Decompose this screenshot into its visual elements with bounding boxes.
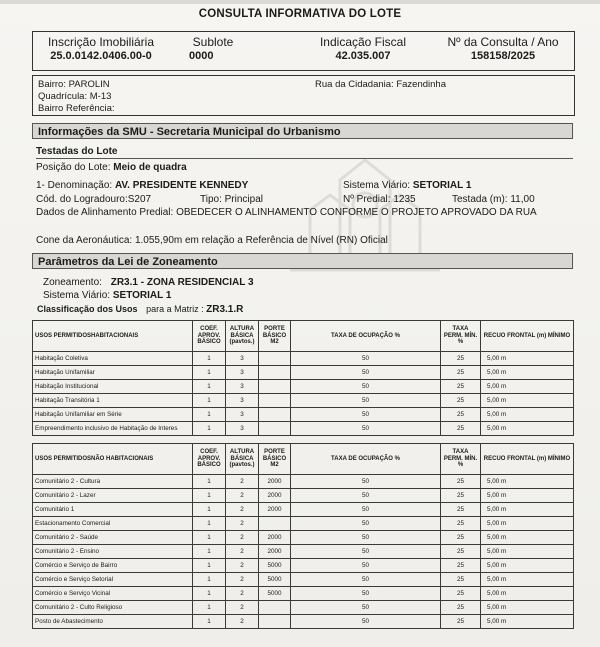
table-cell: 25	[441, 394, 481, 408]
table-cell	[259, 352, 291, 366]
sistema-viario-value: SETORIAL 1	[412, 180, 472, 191]
table-cell: 2000	[259, 475, 291, 489]
table-cell: 25	[441, 380, 481, 394]
table-row	[33, 615, 574, 629]
table-cell: 50	[291, 545, 441, 559]
table-row	[33, 352, 574, 366]
table-cell: 2000	[259, 545, 291, 559]
table-cell: 5,00 m	[481, 475, 574, 489]
column-header: USOS PERMITIDOSNÃO HABITACIONAIS	[33, 444, 193, 475]
column-header: PORTE BÁSICO M2	[259, 321, 291, 352]
table-cell	[259, 394, 291, 408]
posicao-label: Posição do Lote:	[36, 162, 111, 173]
zoneamento-label: Zoneamento:	[43, 277, 102, 288]
table-cell: Comunitário 2 - Culto Religioso	[33, 601, 193, 615]
table-cell: 5000	[259, 587, 291, 601]
table-cell: Comércio e Serviço de Bairro	[33, 559, 193, 573]
table-cell: Posto de Abastecimento	[33, 615, 193, 629]
testadas-title: Testadas do Lote	[36, 146, 118, 157]
table-row	[33, 545, 574, 559]
table-cell: 1	[193, 489, 226, 503]
classificacao-label: Classificação dos Usos	[37, 304, 138, 314]
table-cell: 3	[226, 422, 259, 436]
table-cell: 25	[441, 489, 481, 503]
table-header-row	[33, 444, 574, 475]
table-cell: 3	[226, 352, 259, 366]
column-header: COEF. APROV. BÁSICO	[193, 444, 226, 475]
table-cell	[259, 380, 291, 394]
table-cell: 2	[226, 587, 259, 601]
inscricao-field	[41, 35, 161, 63]
table-cell: 50	[291, 517, 441, 531]
table-cell: 5,00 m	[481, 380, 574, 394]
table-cell: 3	[226, 394, 259, 408]
table-cell: Habitação Unifamiliar em Série	[33, 408, 193, 422]
column-header: ALTURA BÁSICA (pavtos.)	[226, 444, 259, 475]
alinhamento-predial: Dados de Alinhamento Predial: OBEDECER O ALINHAMENTO CONFORME O PROJETO APROVADO DA RUA	[36, 207, 537, 218]
table-cell: 5,00 m	[481, 573, 574, 587]
table-cell	[259, 366, 291, 380]
table-cell: 1	[193, 503, 226, 517]
sublote-field	[183, 35, 243, 63]
table-cell: 2	[226, 573, 259, 587]
table-cell	[259, 601, 291, 615]
table-cell: 5,00 m	[481, 503, 574, 517]
table-cell: 25	[441, 422, 481, 436]
table-cell: 2	[226, 601, 259, 615]
table-row	[33, 394, 574, 408]
table-cell: 3	[226, 380, 259, 394]
table-cell: 2	[226, 559, 259, 573]
table-cell: Comunitário 2 - Cultura	[33, 475, 193, 489]
table-cell: 5,00 m	[481, 601, 574, 615]
indicacao-field	[308, 35, 418, 63]
table-cell: 5,00 m	[481, 545, 574, 559]
table-cell: 5,00 m	[481, 517, 574, 531]
table-cell: Empreendimento inclusivo de Habitação de Interes	[33, 422, 193, 436]
table-cell: 1	[193, 615, 226, 629]
table-cell: 1	[193, 517, 226, 531]
table-cell: Comunitário 2 - Ensino	[33, 545, 193, 559]
table-cell: 1	[193, 475, 226, 489]
table-cell: 25	[441, 587, 481, 601]
table-cell: Comércio e Serviço Vicinal	[33, 587, 193, 601]
table-cell: 3	[226, 366, 259, 380]
table-cell: 2	[226, 531, 259, 545]
table-cell: 1	[193, 352, 226, 366]
table-row	[33, 531, 574, 545]
table-cell: 5,00 m	[481, 587, 574, 601]
table-cell: 2000	[259, 503, 291, 517]
table-cell: 25	[441, 475, 481, 489]
table-cell: 1	[193, 394, 226, 408]
table-cell: 5000	[259, 573, 291, 587]
table-cell: Habitação Unifamiliar	[33, 366, 193, 380]
bairro-referencia-text: Bairro Referência:	[38, 103, 115, 114]
table-cell: Habitação Institucional	[33, 380, 193, 394]
column-header: PORTE BÁSICO M2	[259, 444, 291, 475]
tipo-logradouro: Tipo: Principal	[200, 194, 263, 205]
column-header: USOS PERMITIDOSHABITACIONAIS	[33, 321, 193, 352]
column-header: TAXA DE OCUPAÇÃO %	[291, 444, 441, 475]
table-cell: 25	[441, 601, 481, 615]
table-cell: 50	[291, 531, 441, 545]
table-cell: 2	[226, 615, 259, 629]
table-cell: 50	[291, 559, 441, 573]
table-cell: 50	[291, 489, 441, 503]
table-cell: Comunitário 1	[33, 503, 193, 517]
table-cell: 25	[441, 503, 481, 517]
table-cell: 1	[193, 601, 226, 615]
table-cell: 25	[441, 408, 481, 422]
indicacao-label: Indicação Fiscal	[319, 35, 407, 49]
smu-section-header: Informações da SMU - Secretaria Municipal do Urbanismo	[32, 123, 573, 139]
table-cell: 50	[291, 380, 441, 394]
indicacao-value: 42.035.007	[335, 50, 391, 62]
page-title: CONSULTA INFORMATIVA DO LOTE	[198, 8, 402, 20]
posicao-lote	[36, 162, 187, 173]
table-cell: 2	[226, 517, 259, 531]
column-header: TAXA DE OCUPAÇÃO %	[291, 321, 441, 352]
table-cell: 2	[226, 489, 259, 503]
table-cell: 2	[226, 475, 259, 489]
table-row	[33, 422, 574, 436]
table-cell: Comunitário 2 - Saúde	[33, 531, 193, 545]
usos-nao-habitacionais-table	[32, 443, 574, 629]
table-cell: 5,00 m	[481, 394, 574, 408]
usos-habitacionais-table	[32, 320, 574, 436]
column-header: TAXA PERM. MÍN. %	[441, 321, 481, 352]
table-cell: 2000	[259, 531, 291, 545]
table-row	[33, 475, 574, 489]
table-cell: 2	[226, 503, 259, 517]
posicao-value: Meio de quadra	[113, 162, 187, 173]
testadas-divider	[36, 158, 573, 159]
rua-cidadania-text: Rua da Cidadania: Fazendinha	[315, 79, 446, 90]
consulta-value: 158158/2025	[470, 50, 536, 62]
bairro-text: Bairro: PAROLIN	[38, 79, 110, 90]
zoneamento-line	[43, 277, 254, 288]
table-row	[33, 489, 574, 503]
table-cell: Habitação Coletiva	[33, 352, 193, 366]
zoneamento-sistema-viario	[43, 290, 171, 301]
denominacao-label: 1- Denominação:	[36, 180, 113, 191]
sublote-value: 0000	[189, 50, 214, 62]
table-row	[33, 380, 574, 394]
table-cell: 50	[291, 615, 441, 629]
table-cell: 5,00 m	[481, 531, 574, 545]
table-cell: 5,00 m	[481, 366, 574, 380]
table-row	[33, 559, 574, 573]
consulta-field	[438, 35, 568, 63]
table-cell: 25	[441, 366, 481, 380]
table-row	[33, 366, 574, 380]
table-cell	[259, 408, 291, 422]
table-cell: 25	[441, 559, 481, 573]
table-cell: 50	[291, 408, 441, 422]
cod-logradouro: Cód. do Logradouro:S207	[36, 194, 152, 205]
testada-metros: Testada (m): 11,00	[452, 194, 535, 205]
table-row	[33, 408, 574, 422]
table-cell: 5,00 m	[481, 422, 574, 436]
column-header: COEF. APROV. BÁSICO	[193, 321, 226, 352]
numero-predial: Nº Predial: 1235	[343, 194, 416, 205]
table-cell: 50	[291, 601, 441, 615]
column-header: RECUO FRONTAL (m) MÍNIMO	[481, 321, 574, 352]
denominacao-value: AV. PRESIDENTE KENNEDY	[114, 180, 249, 191]
table-cell: 25	[441, 615, 481, 629]
table-cell: Comunitário 2 - Lazer	[33, 489, 193, 503]
table-cell: 25	[441, 545, 481, 559]
table-cell: 5,00 m	[481, 352, 574, 366]
table-header-row	[33, 321, 574, 352]
table-cell: 50	[291, 422, 441, 436]
table-cell: 1	[193, 422, 226, 436]
address-box	[32, 75, 575, 116]
table-cell: 25	[441, 517, 481, 531]
table-cell: 1	[193, 531, 226, 545]
table-cell: 5,00 m	[481, 615, 574, 629]
table-cell: 2	[226, 545, 259, 559]
table-cell: 50	[291, 503, 441, 517]
table-cell: 50	[291, 475, 441, 489]
column-header: ALTURA BÁSICA (pavtos.)	[226, 321, 259, 352]
table-cell: 3	[226, 408, 259, 422]
table-cell: 1	[193, 587, 226, 601]
consulta-label: Nº da Consulta / Ano	[447, 35, 559, 49]
table-cell: Comércio e Serviço Setorial	[33, 573, 193, 587]
table-cell: 1	[193, 366, 226, 380]
table-cell: 5,00 m	[481, 489, 574, 503]
table-cell: 1	[193, 545, 226, 559]
table-cell: 25	[441, 573, 481, 587]
inscricao-value: 25.0.0142.0406.00-0	[50, 50, 152, 62]
table-cell: 1	[193, 559, 226, 573]
column-header: TAXA PERM. MÍN. %	[441, 444, 481, 475]
table-cell: 1	[193, 380, 226, 394]
table-cell: 25	[441, 352, 481, 366]
table-cell	[259, 615, 291, 629]
table-cell: 50	[291, 352, 441, 366]
header-box	[32, 31, 575, 71]
table-row	[33, 503, 574, 517]
table-cell: Estacionamento Comercial	[33, 517, 193, 531]
table-cell	[259, 422, 291, 436]
table-cell: 50	[291, 573, 441, 587]
table-row	[33, 587, 574, 601]
table-cell: 25	[441, 531, 481, 545]
table-cell: 50	[291, 587, 441, 601]
table-cell: 5,00 m	[481, 559, 574, 573]
denominacao	[36, 180, 248, 191]
table-cell: 50	[291, 366, 441, 380]
cone-aeronautica: Cone da Aeronáutica: 1.055,90m em relação a Referência de Nível (RN) Oficial	[36, 235, 388, 246]
zoneamento-sistema-label: Sistema Viário:	[43, 290, 111, 301]
table-cell: 1	[193, 408, 226, 422]
table-row	[33, 601, 574, 615]
table-cell: Habitação Transitória 1	[33, 394, 193, 408]
inscricao-label: Inscrição Imobiliária	[47, 35, 155, 49]
table-cell: 50	[291, 394, 441, 408]
quadricula-text: Quadrícula: M-13	[38, 91, 112, 102]
sistema-viario-testada	[343, 180, 471, 191]
table-cell	[259, 517, 291, 531]
zoneamento-sistema-value: SETORIAL 1	[112, 290, 172, 301]
table-cell: 5000	[259, 559, 291, 573]
column-header: RECUO FRONTAL (m) MÍNIMO	[481, 444, 574, 475]
zoneamento-value: ZR3.1 - ZONA RESIDENCIAL 3	[110, 277, 254, 288]
table-cell: 1	[193, 573, 226, 587]
matriz-label: para a Matriz :	[146, 304, 204, 314]
sublote-label: Sublote	[192, 35, 234, 49]
zoneamento-section-header: Parâmetros da Lei de Zoneamento	[32, 253, 573, 269]
table-cell: 5,00 m	[481, 408, 574, 422]
sistema-viario-label: Sistema Viário:	[343, 180, 411, 191]
table-cell: 2000	[259, 489, 291, 503]
top-edge	[0, 0, 600, 4]
matriz-value: ZR3.1.R	[206, 304, 244, 315]
table-row	[33, 573, 574, 587]
classificacao-usos	[37, 304, 243, 315]
table-row	[33, 517, 574, 531]
